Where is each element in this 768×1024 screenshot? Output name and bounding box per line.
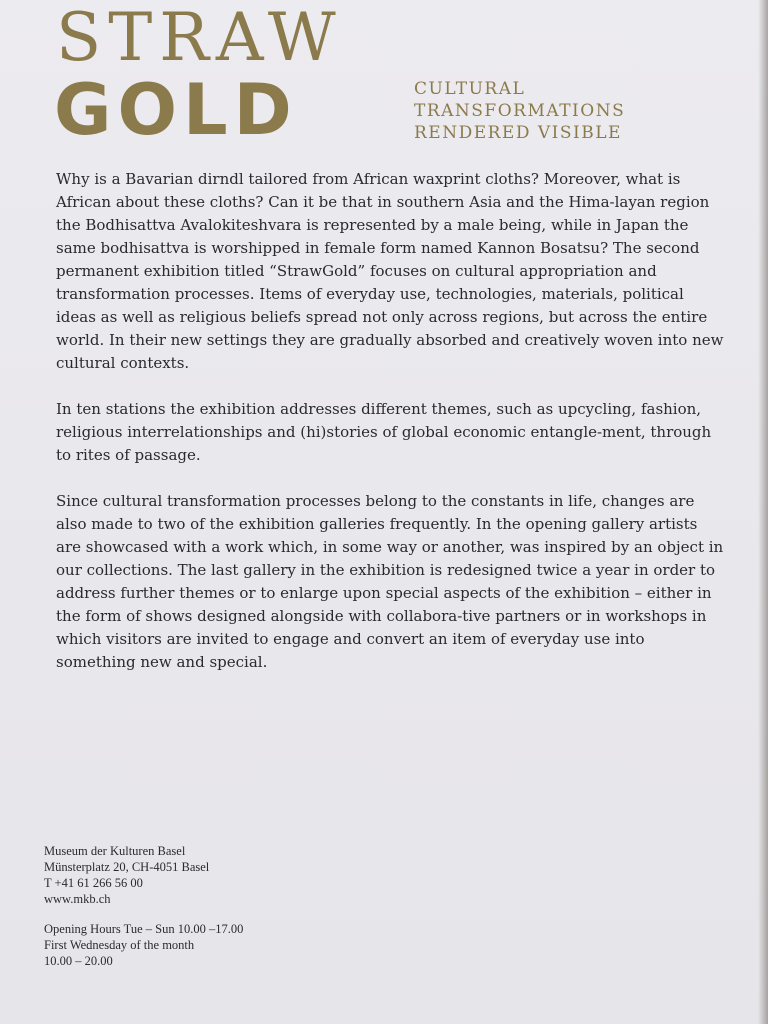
museum-phone: T +41 61 266 56 00 [44,876,143,890]
paragraph-stations: In ten stations the exhibition addresses different themes, such as upcycling, fashion, religious interrelationships and (hi)stories of global economic entangle-ment, through to rites of passage. [56,400,712,464]
logo-tagline [414,78,625,144]
museum-website[interactable]: www.mkb.ch [44,892,111,906]
contact-block [44,843,243,907]
special-day: First Wednesday of the month [44,938,195,952]
museum-address: Münsterplatz 20, CH-4051 Basel [44,860,210,874]
exhibition-description [56,168,724,697]
opening-hours: Opening Hours Tue – Sun 10.00 –17.00 [44,922,244,936]
logo-gold: GOLD [54,69,298,151]
paragraph-galleries: Since cultural transformation processes belong to the constants in life, changes are also made to two of the exhibition galleries frequently. In the opening gallery artists are showcased with a work which, in some way or another, was inspired by an object in our collections. The last gallery in the exhibition is redesigned twice a year in order to address further themes or to enlarge upon special aspects of the exhibition – either in the form of shows designed alongside with collabora-tive partners or in workshops in which visitors are invited to engage and convert an item of everyday use into something new and special. [56,492,724,671]
tagline-line: TRANSFORMATIONS [414,101,626,121]
tagline-line: CULTURAL [414,79,526,99]
special-hours: 10.00 – 20.00 [44,954,113,968]
tagline-line: RENDERED VISIBLE [414,123,622,143]
museum-name: Museum der Kulturen Basel [44,844,186,858]
paragraph-intro: Why is a Bavarian dirndl tailored from African waxprint cloths? Moreover, what is African about these cloths? Can it be that in southern Asia and the Hima-layan region the Bodhisattva Avalokiteshvara is represented by a male being, while in Japan the same bodhisattva is worshipped in female form named Kannon Bosatsu? The second permanent exhibition titled “StrawGold” focuses on cultural appropriation and transformation processes. Items of everyday use, technologies, materials, political ideas as well as religious beliefs spread not only across regions, but across the entire world. In their new settings they are gradually absorbed and creatively woven into new cultural contexts. [56,170,724,372]
logo-straw: STRAW [56,0,343,76]
paper-edge-shadow [758,0,768,1024]
hours-block [44,921,243,969]
museum-info [44,843,243,983]
